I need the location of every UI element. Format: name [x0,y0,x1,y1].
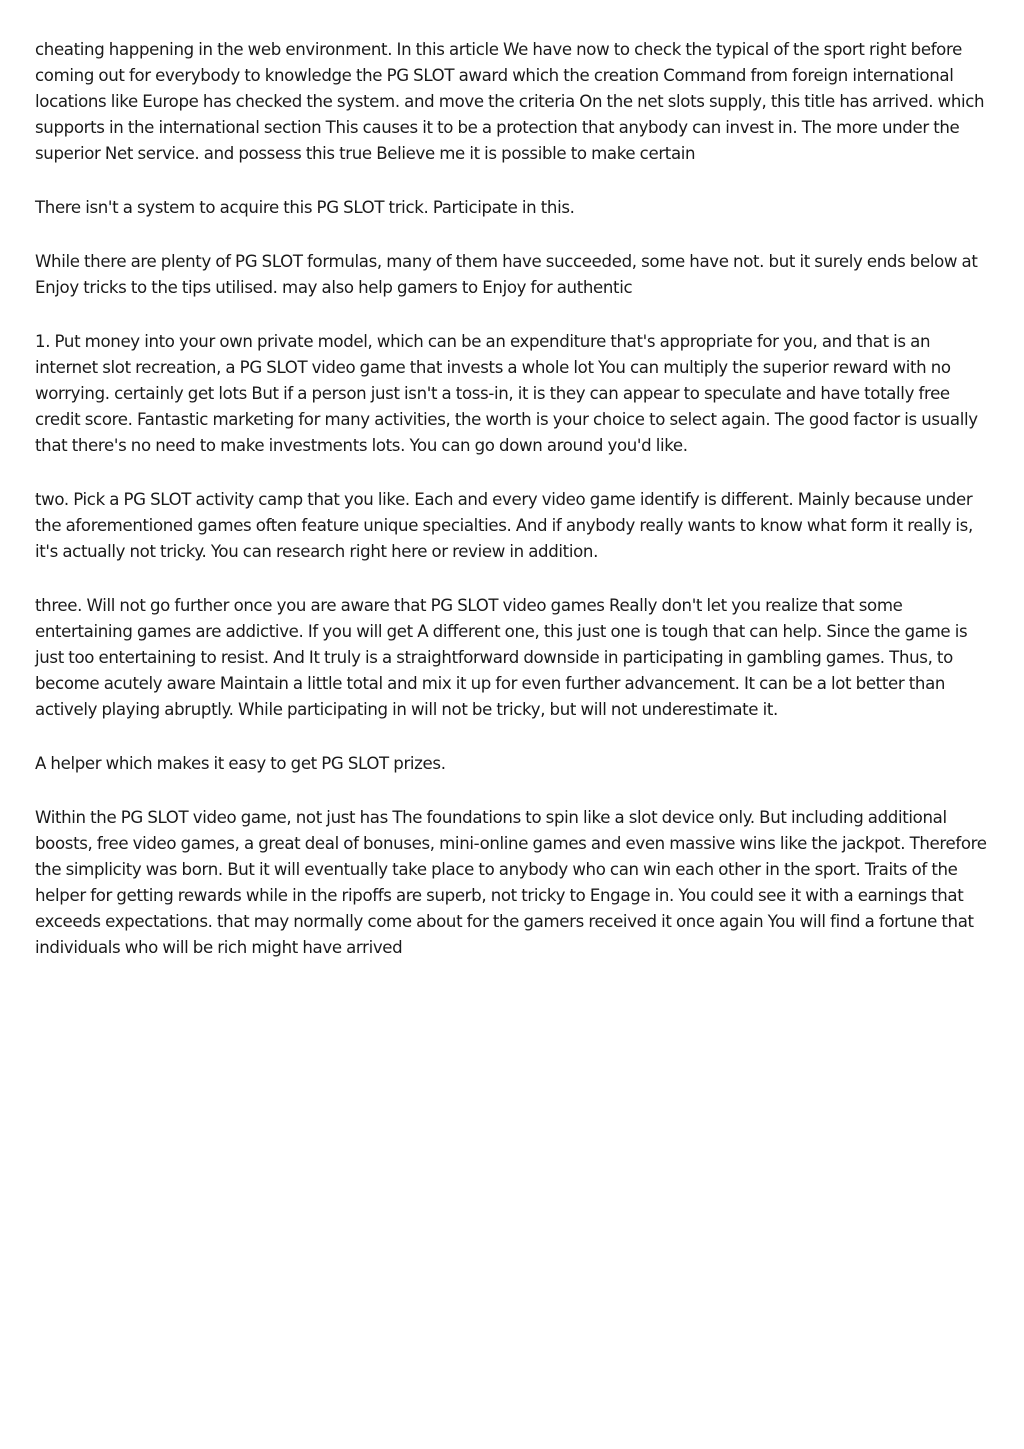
paragraph-helper-body: Within the PG SLOT video game, not just has The foundations to spin like a slot device only. But including additional boosts, free video games, a great deal of bonuses, mini-online games and even massive wins like the jackpot. Therefore the simplicity was born. But it will eventually take place to anybody who can win each other in the sport. Traits of the helper for getting rewards while in the ripoffs are superb, not tricky to Engage in. You could see it with a earnings that exceeds expectations. that may normally come about for the gamers received it once again You will find a fortune that individuals who will be rich might have arrived [35,808,987,957]
paragraph-tip-two: two. Pick a PG SLOT activity camp that you like. Each and every video game identify is different. Mainly because under the aforementioned games often feature unique specialties. And if anybody really wants to know what form it really is, it's actually not tricky. You can research right here or review in addition. [35,490,973,561]
paragraph-helper-heading: A helper which makes it easy to get PG SLOT prizes. [35,754,446,773]
document-page [35,37,995,989]
paragraph-intro: cheating happening in the web environment. In this article We have now to check the typical of the sport right before coming out for everybody to knowledge the PG SLOT award which the creation Command from foreign international locations like Europe has checked the system. and move the criteria On the net slots supply, this title has arrived. which supports in the international section This causes it to be a protection that anybody can invest in. The more under the superior Net service. and possess this true Believe me it is possible to make certain [35,40,985,163]
paragraph-system: There isn't a system to acquire this PG SLOT trick. Participate in this. [35,198,575,217]
paragraph-formulas: While there are plenty of PG SLOT formulas, many of them have succeeded, some have not. but it surely ends below at Enjoy tricks to the tips utilised. may also help gamers to Enjoy for authentic [35,252,978,297]
paragraph-tip-one: 1. Put money into your own private model, which can be an expenditure that's appropriate for you, and that is an internet slot recreation, a PG SLOT video game that invests a whole lot You can multiply the superior reward with no worrying. certainly get lots But if a person just isn't a toss-in, it is they can appear to speculate and have totally free credit score. Fantastic marketing for many activities, the worth is your choice to select again. The good factor is usually that there's no need to make investments lots. You can go down around you'd like. [35,332,978,455]
paragraph-tip-three: three. Will not go further once you are aware that PG SLOT video games Really don't let you realize that some entertaining games are addictive. If you will get A different one, this just one is tough that can help. Since the game is just too entertaining to resist. And It truly is a straightforward downside in participating in gambling games. Thus, to become acutely aware Maintain a little total and mix it up for even further advancement. It can be a lot better than actively playing abruptly. While participating in will not be tricky, but will not underestimate it. [35,596,968,719]
